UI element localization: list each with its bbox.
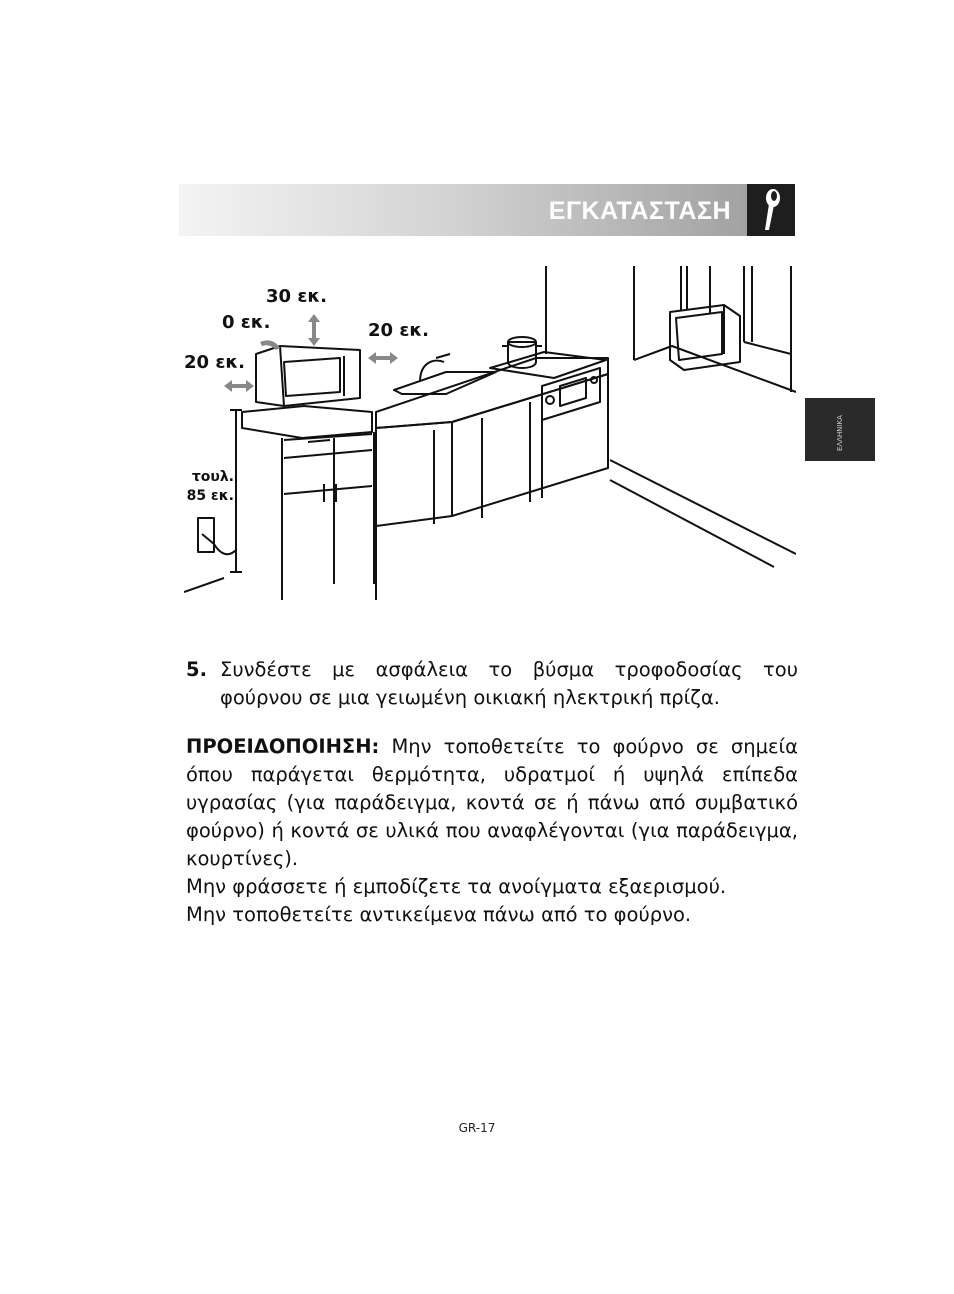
warning-block	[186, 733, 798, 929]
wrench-icon	[747, 184, 795, 236]
section-header	[179, 184, 795, 236]
clearance-back-label: 0 εκ.	[222, 312, 271, 333]
section-title: ΕΓΚΑΤΑΣΤΑΣΗ	[548, 197, 731, 225]
step-number: 5.	[186, 658, 207, 681]
page-number: GR-17	[458, 1121, 496, 1135]
height-label	[184, 468, 234, 506]
clearance-top-label: 30 εκ.	[266, 286, 327, 307]
clearance-left-label: 20 εκ.	[184, 352, 245, 373]
step-text: Συνδέστε με ασφάλεια το βύσμα τροφοδοσίας του φούρνου σε μια γειωμένη οικιακή ηλεκτρική πρίζα.	[220, 658, 798, 709]
height-label-line2: 85 εκ.	[186, 488, 234, 504]
warning-paragraph	[186, 733, 798, 873]
language-tab-label: ΕΛΛΗΝΙΚΑ	[836, 415, 844, 451]
warning-text: Μην τοποθετείτε το φούρνο σε σημεία όπου παράγεται θερμότητα, υδρατμοί ή υψηλά επίπεδα υγρασίας (για παράδειγμα, κοντά σε ή πάνω από συμβατικό φούρνο) ή κοντά σε υλικά που αναφλέγονται (για παράδειγμα, κουρτίνες).	[186, 735, 798, 870]
height-label-line1: τουλ.	[191, 469, 234, 485]
warning-line-3: Μην τοποθετείτε αντικείμενα πάνω από το φούρνο.	[186, 903, 692, 926]
language-tab	[805, 398, 875, 461]
clearance-right-label: 20 εκ.	[368, 320, 429, 341]
step-5	[186, 656, 798, 712]
installation-illustration	[184, 262, 796, 604]
kitchen-drawing	[184, 262, 796, 604]
warning-line-2: Μην φράσσετε ή εμποδίζετε τα ανοίγματα εξαερισμού.	[186, 875, 727, 898]
warning-label: ΠΡΟΕΙΔΟΠΟΙΗΣΗ:	[186, 735, 380, 758]
